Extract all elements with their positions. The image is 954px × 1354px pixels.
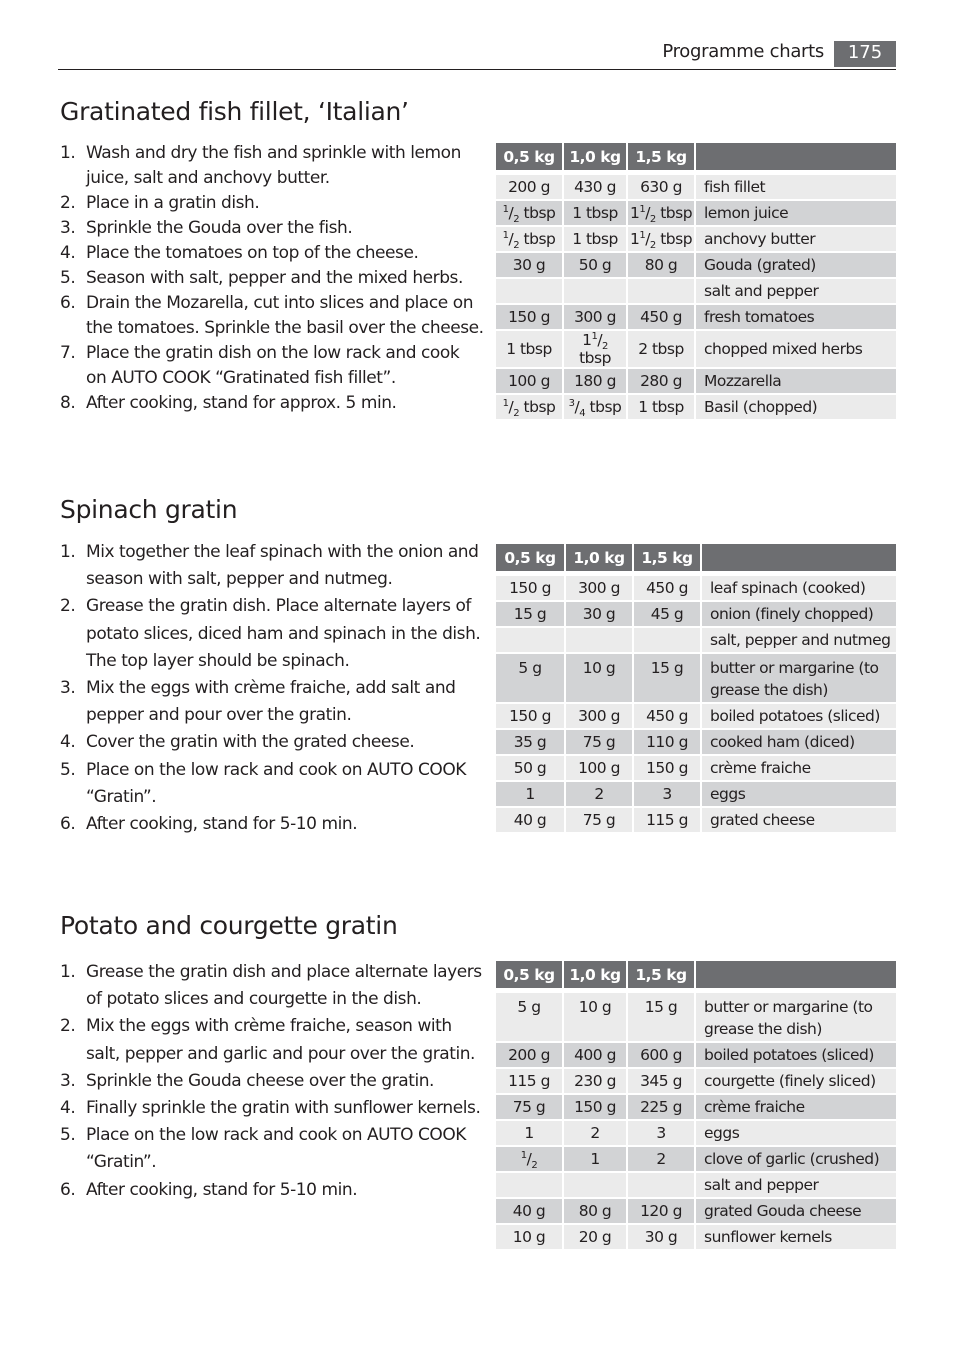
- step-number: 3.: [60, 1070, 76, 1091]
- quantity-cell: 10 g: [566, 654, 634, 704]
- step-item: [60, 141, 484, 191]
- quantity-cell: 200 g: [496, 175, 564, 201]
- quantity-cell: 1 tbsp: [628, 395, 696, 421]
- quantity-cell: $1^1/_2$ tbsp: [564, 331, 628, 369]
- ingredient-name: eggs: [702, 782, 896, 808]
- quantity-cell: $^1/_2$: [496, 1147, 564, 1173]
- column-header: [702, 544, 896, 571]
- quantity-cell: 5 g: [496, 993, 564, 1043]
- quantity-cell: [496, 628, 566, 654]
- column-header: 1,0 kg: [566, 544, 634, 571]
- table-row: [496, 1225, 896, 1251]
- step-item: [60, 191, 484, 216]
- quantity-cell: [496, 1173, 564, 1199]
- quantity-cell: 30 g: [566, 602, 634, 628]
- table-row: [496, 628, 896, 654]
- quantity-cell: 1: [496, 1121, 564, 1147]
- ingredient-name: grated Gouda cheese: [696, 1199, 896, 1225]
- step-number: 1.: [60, 143, 76, 163]
- step-item: [60, 1068, 484, 1095]
- column-header: 1,5 kg: [634, 544, 702, 571]
- table-row: [496, 1069, 896, 1095]
- step-number: 3.: [60, 678, 76, 699]
- step-text: Cover the gratin with the grated cheese.: [86, 732, 415, 753]
- quantity-cell: 450 g: [634, 704, 702, 730]
- step-number: 2.: [60, 596, 76, 617]
- step-number: 2.: [60, 1016, 76, 1037]
- page-number: 175: [834, 41, 896, 67]
- step-text: Place the gratin dish on the low rack and cook on AUTO COOK “Gratinated fish fillet”.: [86, 343, 460, 388]
- table-row: [496, 602, 896, 628]
- quantity-cell: 600 g: [628, 1043, 696, 1069]
- ingredient-name: leaf spinach (cooked): [702, 576, 896, 602]
- table-row: [496, 704, 896, 730]
- column-header: 1,0 kg: [564, 143, 628, 170]
- quantity-cell: 300 g: [566, 704, 634, 730]
- ingredient-name: fresh tomatoes: [696, 305, 896, 331]
- table-row: [496, 782, 896, 808]
- quantity-cell: 30 g: [496, 253, 564, 279]
- ingredient-name: Mozzarella: [696, 369, 896, 395]
- quantity-cell: 10 g: [496, 1225, 564, 1251]
- quantity-cell: 150 g: [496, 704, 566, 730]
- header-title: Programme charts: [662, 41, 824, 62]
- step-item: [60, 216, 484, 241]
- ingredient-name: lemon juice: [696, 201, 896, 227]
- ingredient-name: crème fraiche: [702, 756, 896, 782]
- quantity-cell: 5 g: [496, 654, 566, 704]
- quantity-cell: 75 g: [566, 808, 634, 834]
- ingredient-name: sunflower kernels: [696, 1225, 896, 1251]
- column-header: 1,5 kg: [628, 143, 696, 170]
- step-item: [60, 959, 484, 1013]
- ingredient-name: chopped mixed herbs: [696, 331, 896, 369]
- step-number: 1.: [60, 962, 76, 982]
- ingredient-name: eggs: [696, 1121, 896, 1147]
- quantity-cell: 400 g: [564, 1043, 628, 1069]
- table-row: [496, 369, 896, 395]
- step-text: Drain the Mozarella, cut into slices and place on the tomatoes. Sprinkle the basil over the cheese.: [86, 293, 484, 338]
- step-text: After cooking, stand for 5-10 min.: [86, 1179, 358, 1200]
- quantity-cell: 1 tbsp: [564, 227, 628, 253]
- table-row: [496, 395, 896, 421]
- table-row: [496, 808, 896, 834]
- section-title-potato: Potato and courgette gratin: [60, 911, 398, 940]
- quantity-cell: 450 g: [628, 305, 696, 331]
- section-title-spinach: Spinach gratin: [60, 495, 238, 524]
- quantity-cell: 1: [564, 1147, 628, 1173]
- quantity-cell: 75 g: [566, 730, 634, 756]
- step-item: [60, 291, 484, 341]
- quantity-cell: 1: [496, 782, 566, 808]
- table-row: [496, 1147, 896, 1173]
- table-row: [496, 1043, 896, 1069]
- quantity-cell: 50 g: [564, 253, 628, 279]
- column-header: 0,5 kg: [496, 143, 564, 170]
- step-number: 4.: [60, 243, 76, 263]
- quantity-cell: 75 g: [496, 1095, 564, 1121]
- step-text: Place on the low rack and cook on AUTO COOK “Gratin”.: [86, 759, 466, 807]
- step-number: 4.: [60, 1098, 76, 1119]
- ingredient-name: salt and pepper: [696, 1173, 896, 1199]
- step-text: Mix together the leaf spinach with the onion and season with salt, pepper and nutmeg.: [86, 542, 479, 590]
- quantity-cell: $1^1/_2$ tbsp: [628, 201, 696, 227]
- quantity-cell: 45 g: [634, 602, 702, 628]
- ingredient-name: cooked ham (diced): [702, 730, 896, 756]
- step-number: 8.: [60, 393, 76, 413]
- ingredient-name: courgette (finely sliced): [696, 1069, 896, 1095]
- table-row: [496, 1199, 896, 1225]
- ingredient-name: butter or margarine (to grease the dish): [702, 654, 896, 704]
- column-header: 0,5 kg: [496, 961, 564, 988]
- table-row: [496, 175, 896, 201]
- step-item: [60, 241, 484, 266]
- table-row: [496, 227, 896, 253]
- ingredients-table-spinach: [496, 544, 896, 834]
- quantity-cell: 35 g: [496, 730, 566, 756]
- ingredient-name: crème fraiche: [696, 1095, 896, 1121]
- step-text: Place on the low rack and cook on AUTO COOK “Gratin”.: [86, 1125, 466, 1173]
- quantity-cell: [564, 1173, 628, 1199]
- quantity-cell: 1 tbsp: [496, 331, 564, 369]
- quantity-cell: 100 g: [496, 369, 564, 395]
- quantity-cell: 2: [628, 1147, 696, 1173]
- quantity-cell: 230 g: [564, 1069, 628, 1095]
- quantity-cell: 2 tbsp: [628, 331, 696, 369]
- quantity-cell: 180 g: [564, 369, 628, 395]
- step-text: Mix the eggs with crème fraiche, season with salt, pepper and garlic and pour over the gratin.: [86, 1016, 476, 1064]
- quantity-cell: 15 g: [496, 602, 566, 628]
- quantity-cell: 630 g: [628, 175, 696, 201]
- step-text: Mix the eggs with crème fraiche, add salt and pepper and pour over the gratin.: [86, 678, 456, 726]
- table-row: [496, 576, 896, 602]
- step-text: Grease the gratin dish and place alternate layers of potato slices and courgette in the dish.: [86, 962, 482, 1010]
- quantity-cell: 40 g: [496, 808, 566, 834]
- step-text: Season with salt, pepper and the mixed herbs.: [86, 268, 463, 288]
- quantity-cell: 300 g: [564, 305, 628, 331]
- step-item: [60, 341, 484, 391]
- step-number: 7.: [60, 343, 76, 363]
- step-text: Place the tomatoes on top of the cheese.: [86, 243, 419, 263]
- table-row: [496, 279, 896, 305]
- ingredient-name: grated cheese: [702, 808, 896, 834]
- table-row: [496, 253, 896, 279]
- quantity-cell: 50 g: [496, 756, 566, 782]
- quantity-cell: 3: [628, 1121, 696, 1147]
- ingredient-name: Basil (chopped): [696, 395, 896, 421]
- quantity-cell: 30 g: [628, 1225, 696, 1251]
- step-number: 5.: [60, 759, 76, 780]
- step-item: [60, 757, 484, 811]
- quantity-cell: 200 g: [496, 1043, 564, 1069]
- quantity-cell: [628, 279, 696, 305]
- quantity-cell: [628, 1173, 696, 1199]
- quantity-cell: 80 g: [628, 253, 696, 279]
- quantity-cell: $^3/_4$ tbsp: [564, 395, 628, 421]
- ingredient-name: salt, pepper and nutmeg: [702, 628, 896, 654]
- table-row: [496, 201, 896, 227]
- ingredient-name: onion (finely chopped): [702, 602, 896, 628]
- table-row: [496, 756, 896, 782]
- quantity-cell: 115 g: [634, 808, 702, 834]
- ingredient-name: fish fillet: [696, 175, 896, 201]
- table-row: [496, 331, 896, 369]
- quantity-cell: 225 g: [628, 1095, 696, 1121]
- quantity-cell: 450 g: [634, 576, 702, 602]
- step-number: 6.: [60, 1179, 76, 1200]
- quantity-cell: $^1/_2$ tbsp: [496, 227, 564, 253]
- quantity-cell: [566, 628, 634, 654]
- quantity-cell: 100 g: [566, 756, 634, 782]
- step-item: [60, 539, 484, 593]
- quantity-cell: 80 g: [564, 1199, 628, 1225]
- quantity-cell: 15 g: [634, 654, 702, 704]
- column-header: [696, 143, 896, 170]
- step-number: 4.: [60, 732, 76, 753]
- step-text: Sprinkle the Gouda over the fish.: [86, 218, 353, 238]
- step-item: [60, 811, 484, 838]
- quantity-cell: 1 tbsp: [564, 201, 628, 227]
- quantity-cell: 150 g: [496, 305, 564, 331]
- quantity-cell: 20 g: [564, 1225, 628, 1251]
- table-row: [496, 305, 896, 331]
- quantity-cell: 280 g: [628, 369, 696, 395]
- ingredient-name: butter or margarine (to grease the dish): [696, 993, 896, 1043]
- step-number: 3.: [60, 218, 76, 238]
- step-item: [60, 729, 484, 756]
- column-header: [696, 961, 896, 988]
- quantity-cell: 300 g: [566, 576, 634, 602]
- page-header: [58, 40, 896, 70]
- ingredients-table-fish: [496, 143, 896, 421]
- step-item: [60, 1122, 484, 1176]
- column-header: 1,5 kg: [628, 961, 696, 988]
- ingredient-name: salt and pepper: [696, 279, 896, 305]
- step-text: After cooking, stand for 5-10 min.: [86, 814, 358, 835]
- ingredient-name: Gouda (grated): [696, 253, 896, 279]
- quantity-cell: 430 g: [564, 175, 628, 201]
- quantity-cell: [564, 279, 628, 305]
- quantity-cell: $^1/_2$ tbsp: [496, 395, 564, 421]
- step-text: Sprinkle the Gouda cheese over the gratin.: [86, 1070, 435, 1091]
- quantity-cell: $^1/_2$ tbsp: [496, 201, 564, 227]
- step-text: Grease the gratin dish. Place alternate layers of potato slices, diced ham and spinach in the dish. The top layer should be spinach.: [86, 596, 481, 671]
- ingredient-name: clove of garlic (crushed): [696, 1147, 896, 1173]
- quantity-cell: $1^1/_2$ tbsp: [628, 227, 696, 253]
- step-number: 1.: [60, 542, 76, 562]
- quantity-cell: 120 g: [628, 1199, 696, 1225]
- quantity-cell: 10 g: [564, 993, 628, 1043]
- quantity-cell: 345 g: [628, 1069, 696, 1095]
- table-row: [496, 654, 896, 704]
- quantity-cell: 150 g: [496, 576, 566, 602]
- step-number: 6.: [60, 814, 76, 835]
- quantity-cell: 2: [564, 1121, 628, 1147]
- quantity-cell: [634, 628, 702, 654]
- step-item: [60, 675, 484, 729]
- ingredient-name: boiled potatoes (sliced): [702, 704, 896, 730]
- column-header: 1,0 kg: [564, 961, 628, 988]
- step-number: 5.: [60, 1125, 76, 1146]
- quantity-cell: 115 g: [496, 1069, 564, 1095]
- steps-list-spinach: [60, 539, 484, 838]
- ingredient-name: anchovy butter: [696, 227, 896, 253]
- steps-list-fish: [60, 141, 484, 416]
- step-text: Wash and dry the fish and sprinkle with lemon juice, salt and anchovy butter.: [86, 143, 461, 188]
- quantity-cell: 3: [634, 782, 702, 808]
- quantity-cell: 150 g: [634, 756, 702, 782]
- quantity-cell: 15 g: [628, 993, 696, 1043]
- step-item: [60, 593, 484, 675]
- ingredient-name: boiled potatoes (sliced): [696, 1043, 896, 1069]
- step-item: [60, 1013, 484, 1067]
- step-number: 6.: [60, 293, 76, 313]
- table-row: [496, 1173, 896, 1199]
- section-title-fish: Gratinated fish fillet, ‘Italian’: [60, 97, 409, 126]
- steps-list-potato: [60, 959, 484, 1204]
- step-number: 2.: [60, 193, 76, 213]
- step-item: [60, 1095, 484, 1122]
- quantity-cell: 110 g: [634, 730, 702, 756]
- step-text: After cooking, stand for approx. 5 min.: [86, 393, 397, 413]
- step-text: Finally sprinkle the gratin with sunflower kernels.: [86, 1098, 481, 1119]
- table-row: [496, 993, 896, 1043]
- quantity-cell: 150 g: [564, 1095, 628, 1121]
- step-item: [60, 1177, 484, 1204]
- step-item: [60, 266, 484, 291]
- step-item: [60, 391, 484, 416]
- ingredients-table-potato: [496, 961, 896, 1251]
- table-row: [496, 730, 896, 756]
- column-header: 0,5 kg: [496, 544, 566, 571]
- table-row: [496, 1121, 896, 1147]
- step-number: 5.: [60, 268, 76, 288]
- quantity-cell: [496, 279, 564, 305]
- step-text: Place in a gratin dish.: [86, 193, 260, 213]
- table-row: [496, 1095, 896, 1121]
- quantity-cell: 40 g: [496, 1199, 564, 1225]
- quantity-cell: 2: [566, 782, 634, 808]
